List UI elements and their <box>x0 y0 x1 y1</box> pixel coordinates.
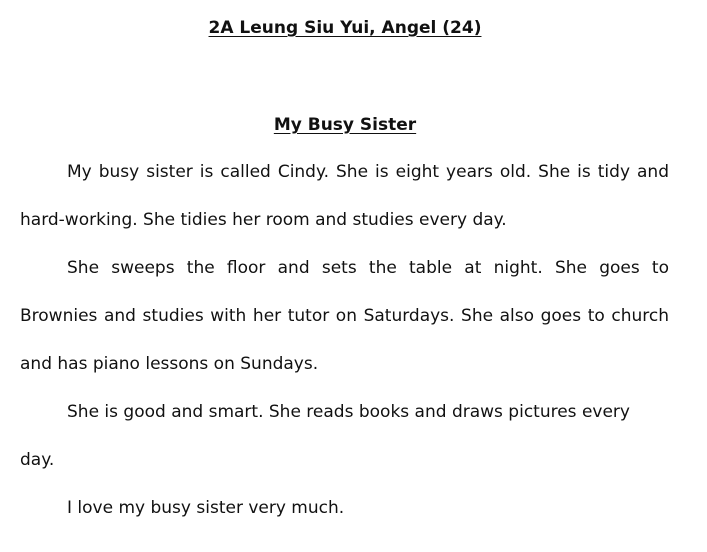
essay-paragraph-3: She is good and smart. She reads books and draws pictures every day. <box>20 402 630 470</box>
essay-paragraph-4: I love my busy sister very much. <box>67 498 345 518</box>
essay-title: My Busy Sister <box>273 115 417 135</box>
student-name-heading: 2A Leung Siu Yui, Angel (24) <box>208 18 482 38</box>
essay-paragraph-1: My busy sister is called Cindy. She is eight years old. She is tidy and hard-working. She tidies her room and studies every day. <box>20 162 669 230</box>
essay-paragraph-2: She sweeps the floor and sets the table at night. She goes to Brownies and studies with her tutor on Saturdays. She also goes to church and has piano lessons on Sundays. <box>20 258 669 374</box>
essay-body <box>20 148 669 532</box>
